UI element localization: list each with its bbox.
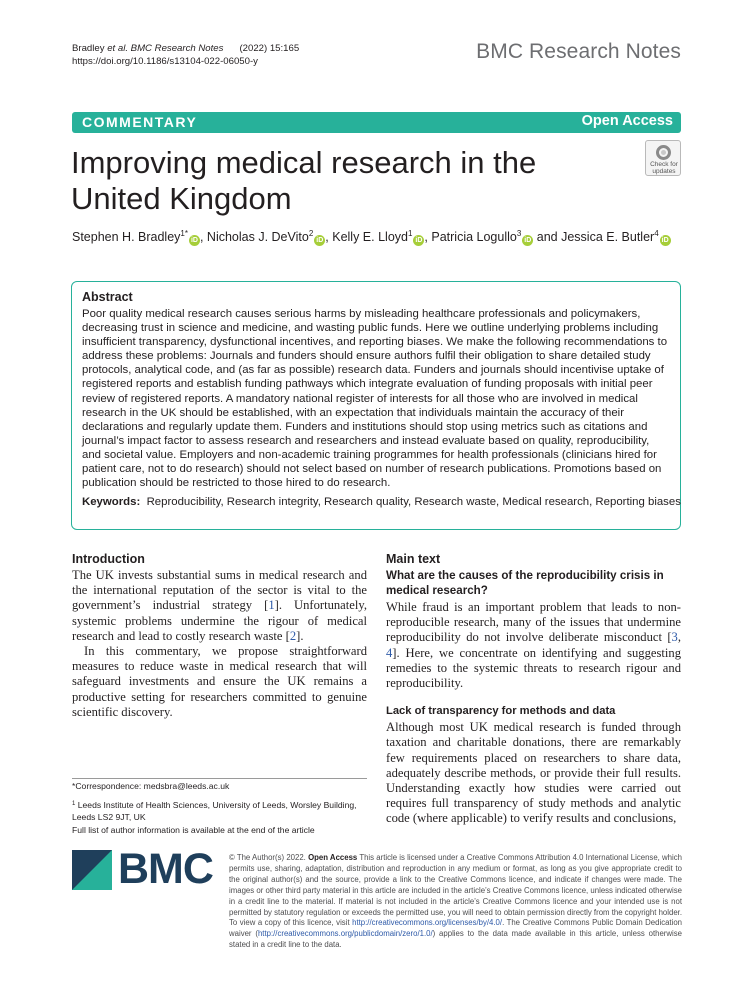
orcid-icon[interactable]: iD	[190, 237, 198, 244]
check-updates-icon	[656, 145, 671, 160]
abstract-box	[71, 281, 681, 530]
keywords	[82, 495, 681, 509]
right-column	[386, 551, 681, 827]
license-link[interactable]: http://creativecommons.org/licenses/by/4.0/	[352, 918, 503, 928]
check-updates-label: Check for updates	[650, 161, 678, 175]
affiliation-note: $^1$ Leeds Institute of Health Sciences, University of Leeds, Worsley Building, Leeds LS2 9JT, UK Full list of author information is available at the end of the article	[72, 800, 357, 835]
main-paragraph-2: Although most UK medical research is funded through taxation and charitable donations, there are remarkably few requirements placed on researchers to share data, adequately describe methods, or provide their full results. Understanding exactly how studies were carried out requires full transparency of study methods and analytic code (where applicable) to verify results and conclusions,	[386, 720, 681, 826]
author-affiliation: 4	[654, 229, 659, 238]
open-access-label: Open Access	[581, 113, 673, 129]
author-name[interactable]: Patricia Logullo	[431, 230, 517, 244]
journal-name: BMC Research Notes	[476, 40, 681, 63]
check-for-updates-button[interactable]	[645, 140, 681, 176]
citation-authors: Bradley	[72, 43, 108, 54]
orcid-icon[interactable]: iD	[316, 237, 324, 244]
reference-link[interactable]: 4	[386, 645, 393, 660]
running-citation	[72, 42, 299, 68]
doi-link[interactable]: https://doi.org/10.1186/s13104-022-06050-y	[72, 56, 258, 67]
article-title: Improving medical research in the United Kingdom	[71, 145, 537, 216]
article-type-banner	[72, 112, 681, 133]
author-name[interactable]: Kelly E. Lloyd	[332, 230, 408, 244]
main-text-heading: Main text	[386, 552, 441, 566]
orcid-icon[interactable]: iD	[661, 237, 669, 244]
bmc-logo	[72, 845, 213, 893]
citation-journal: et al. BMC Research Notes	[107, 43, 224, 54]
reference-link[interactable]: 2	[289, 628, 297, 643]
subsection-heading: Lack of transparency for methods and data	[386, 705, 616, 718]
author-name[interactable]: Stephen H. Bradley	[72, 230, 181, 244]
footnote-divider	[72, 778, 367, 779]
main-paragraph-1: While fraud is an important problem that leads to non-reproducible research, many of the issues that undermine reproducibility do not involve deliberate misconduct [3, 4]. Here, we concentrate on identifying and suggesting remedies to the systemic threats to research rigour and reproducibility.	[386, 600, 681, 691]
correspondence-note: *Correspondence: medsbra@leeds.ac.uk	[72, 781, 230, 791]
public-domain-link[interactable]: http://creativecommons.org/publicdomain/zero/1.0/	[257, 929, 433, 939]
article-type-label: COMMENTARY	[82, 114, 198, 130]
author-name[interactable]: Nicholas J. DeVito	[206, 230, 309, 244]
orcid-icon[interactable]: iD	[524, 237, 532, 244]
introduction-heading: Introduction	[72, 552, 145, 566]
abstract-heading: Abstract	[82, 290, 133, 304]
orcid-icon[interactable]: iD	[415, 237, 423, 244]
author-affiliation: 3	[516, 229, 522, 238]
author-affiliation: 1*	[180, 229, 188, 238]
keywords-label: Keywords:	[82, 496, 141, 509]
reference-link[interactable]: 1	[268, 598, 275, 613]
abstract-text: Poor quality medical research causes serious harms by misleading healthcare professionals and policymakers, decreasing trust in science and medicine, and wasting public funds. Here we outline underlying problems including insufficient transparency, dysfunctional incentives, and reporting biases. We make the following recommendations to address these problems: Journals and funders should ensure authors fulfil their obligation to share detailed study protocols, analytical code, and (as far as possible) research data. Funders and journals should incentivise uptake of registered reports and establish funding pathways which integrate evaluation of funding proposals with initial peer review of registered reports. A mandatory national register of interests for all those who are involved in medical research in the UK should be established, with an expectation that individuals maintain the accuracy of their declarations and regularly update them. Funders and institutions should stop using metrics such as citations and journal’s impact factor to assess research and researchers and instead evaluate based on quality, reproducibility, and societal value. Employers and non-academic training programmes for health professionals (clinicians hired for patient care, not to do research) should not select based on number of research publications. Promotions based on publication should be restricted to those hired to do research.	[82, 308, 668, 490]
author-affiliation: 1	[407, 229, 413, 238]
author-list: Stephen H. Bradley$^{1*}$iD , Nicholas J. DeVito$^2$iD , Kelly E. Lloyd$^1$iD , Patricia Logullo$^3$iD and Jessica E. Butler$^4$iD	[72, 229, 669, 244]
introduction-paragraph-1: The UK invests substantial sums in medical research and the international reputation of the sector is vital to the government’s industrial strategy [1]. Unfortunately, systemic problems undermine the rigour of medical research and lead to costly research waste [2].	[72, 568, 367, 643]
bmc-logo-text: BMC	[118, 845, 213, 893]
reference-link[interactable]: 3	[671, 630, 678, 645]
subsection-heading: What are the causes of the reproducibility crisis in medical research?	[386, 569, 664, 597]
citation-volume: (2022) 15:165	[239, 43, 300, 54]
introduction-paragraph-2: In this commentary, we propose straightforward measures to reduce waste in medical research that will safeguard investments and ensure the UK remains a productive setting for researchers committed to genuine scientific discovery.	[72, 644, 367, 719]
author-affiliation: 2	[308, 229, 314, 238]
author-name[interactable]: Jessica E. Butler	[561, 230, 655, 244]
left-column	[72, 551, 367, 720]
bmc-logo-icon	[72, 850, 112, 890]
license-statement: © The Author(s) 2022. Open Access This article is licensed under a Creative Commons Attribution 4.0 International License, which permits use, sharing, adaptation, distribution and reproduction in any medium or format, as long as you give appropriate credit to the original author(s) and the source, provide a link to the Creative Commons licence, and indicate if changes were made. The images or other third party material in this article are included in the article’s Creative Commons licence, unless indicated otherwise in a credit line to the material. If material is not included in the article’s Creative Commons licence and your intended use is not permitted by statutory regulation or exceeds the permitted use, you will need to obtain permission directly from the copyright holder. To view a copy of this licence, visit http://creativecommons.org/licenses/by/4.0/. The Creative Commons Public Domain Dedication waiver (http://creativecommons.org/publicdomain/zero/1.0/) applies to the data made available in this article, unless otherwise stated in a credit line to the data.	[229, 853, 682, 950]
keywords-list: Reproducibility, Research integrity, Research quality, Research waste, Medical research, Reporting biases	[146, 496, 681, 509]
